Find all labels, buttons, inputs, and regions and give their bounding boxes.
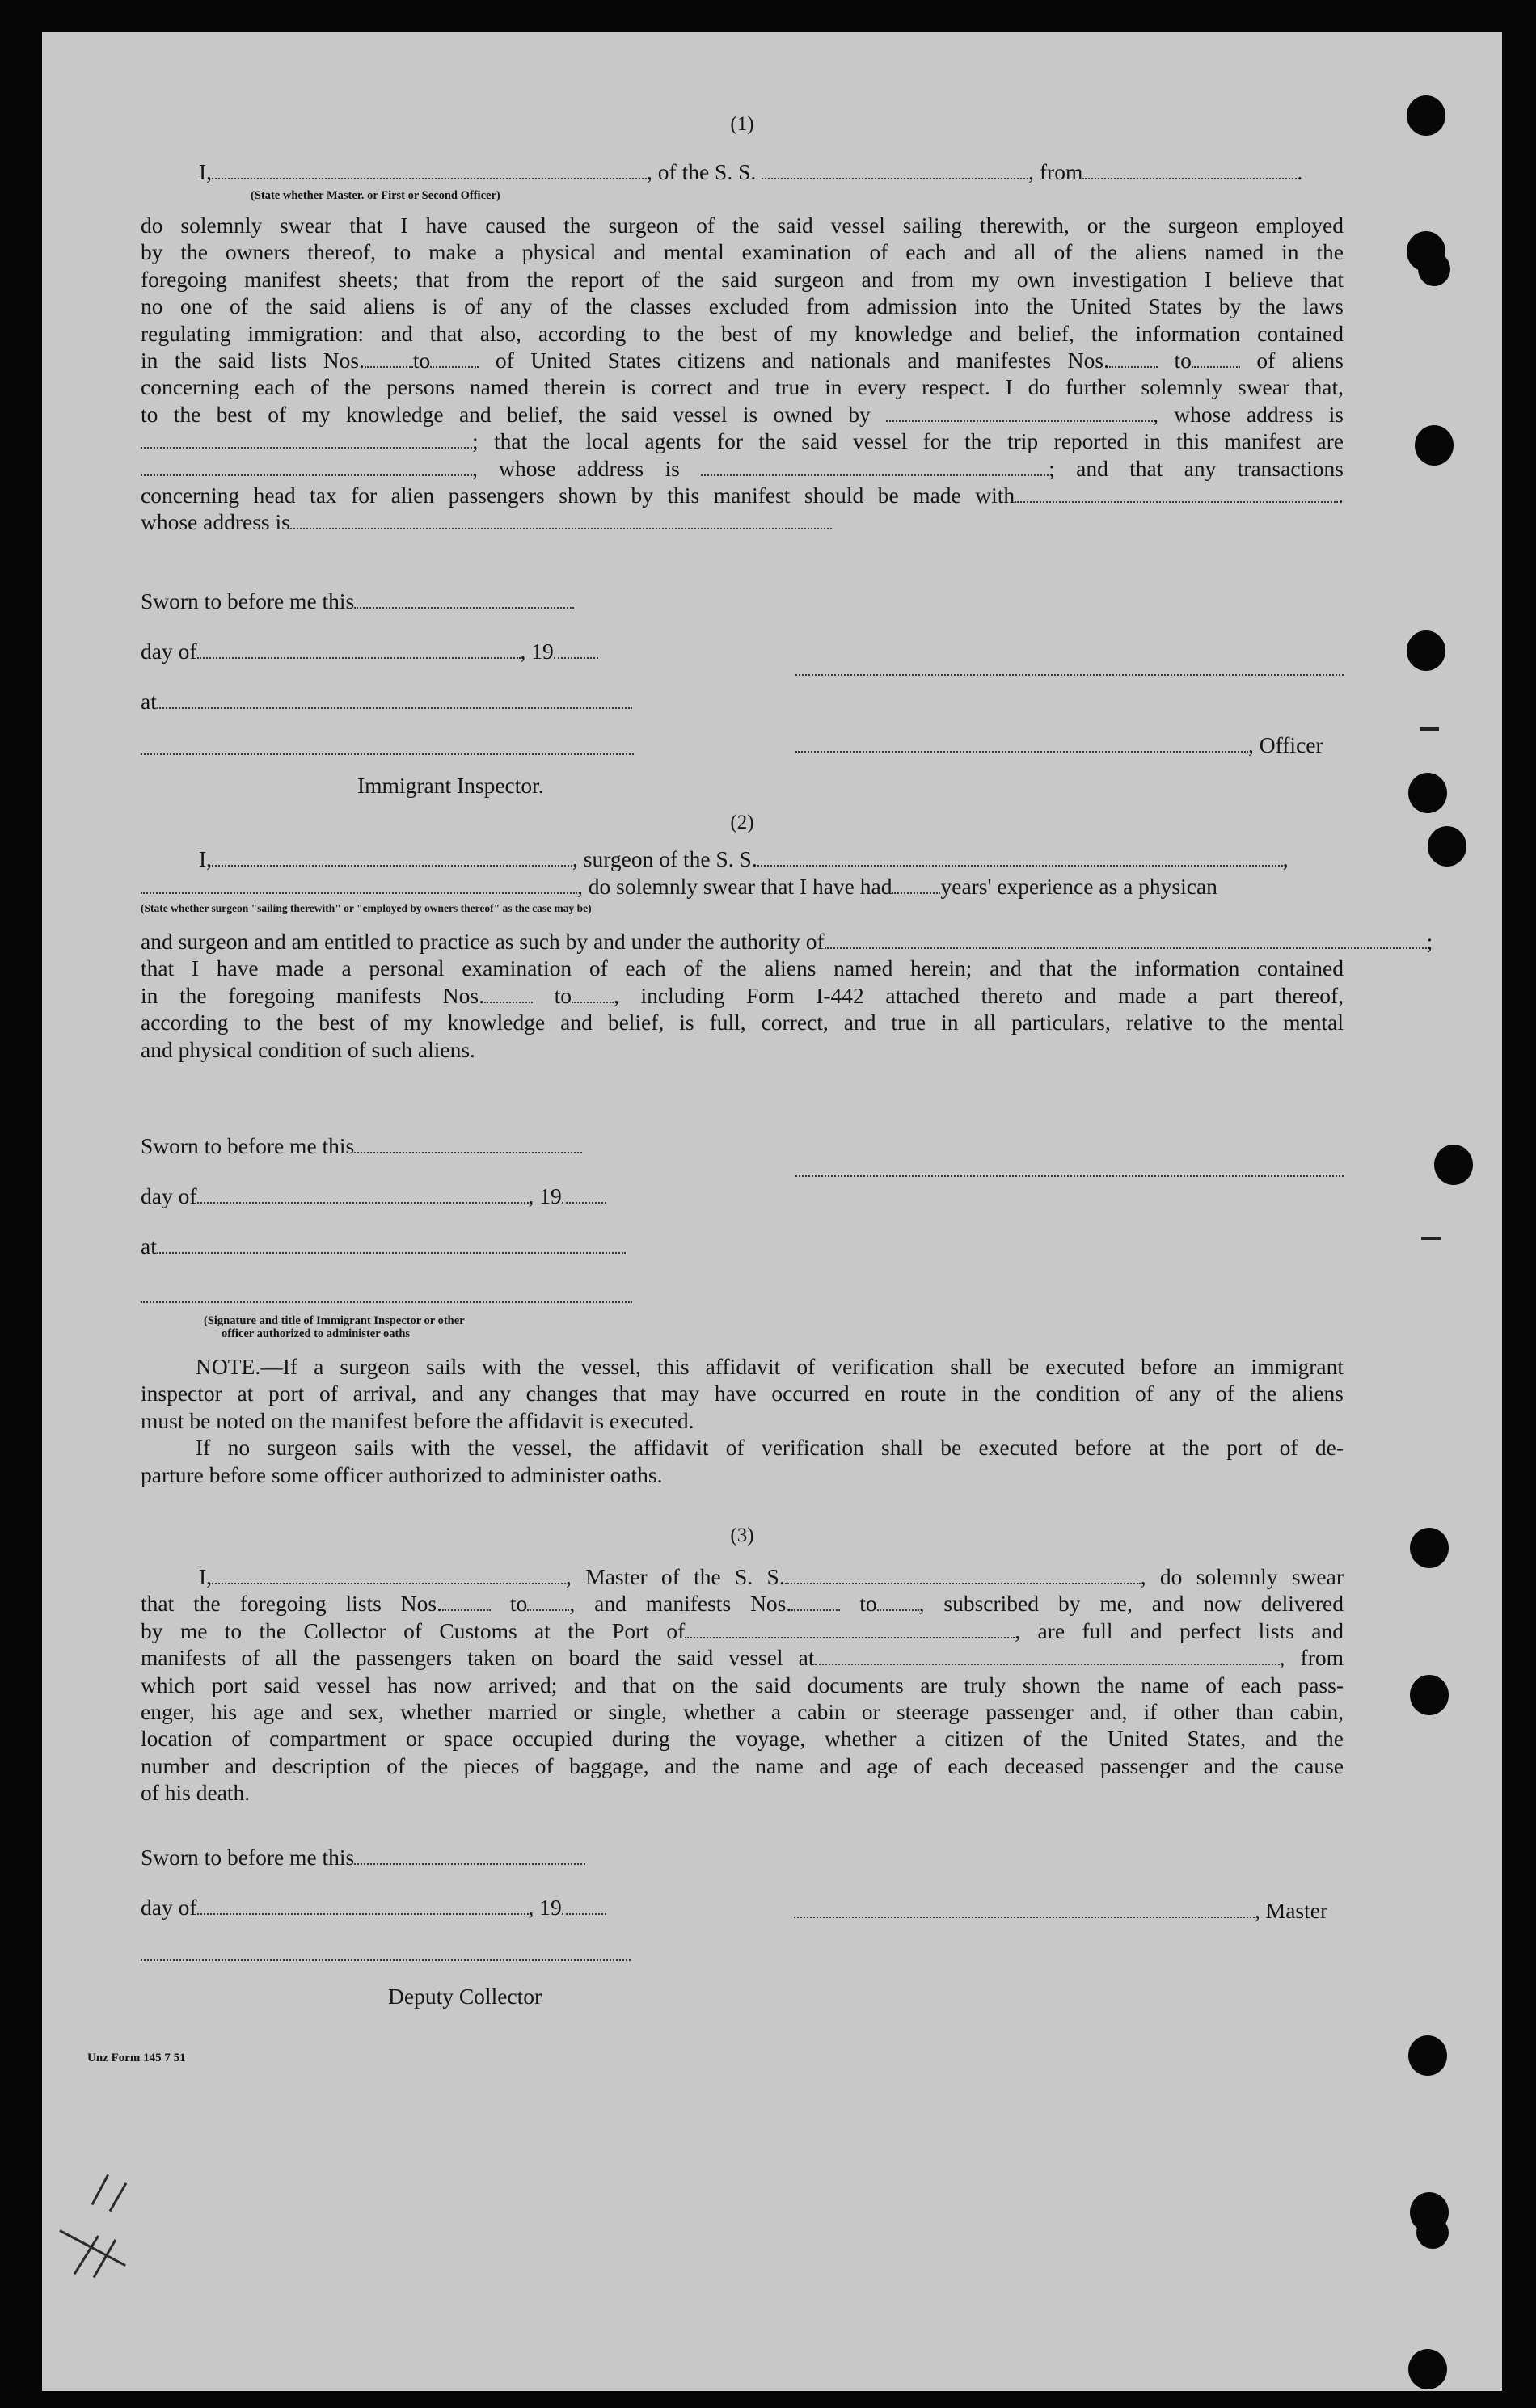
binder-hole-icon <box>1407 630 1445 671</box>
binder-hole-icon <box>1415 425 1454 466</box>
officer-signature: , Officer <box>795 732 1323 758</box>
body-line: by me to the Collector of Customs at the Port of , are full and perfect lists and <box>141 1617 1344 1643</box>
margin-tick <box>1421 1237 1441 1240</box>
binder-hole-icon <box>1410 1675 1449 1715</box>
month-field[interactable] <box>197 1184 529 1204</box>
form-page <box>42 32 1502 2391</box>
body-line: in the foregoing manifests Nos. to , including Form I-442 attached thereto and made a part thereof, <box>141 982 1344 1008</box>
body-line: whose address is <box>141 508 1344 535</box>
citizens-list-to-field[interactable] <box>430 348 479 368</box>
agents-address-field[interactable] <box>701 457 1049 476</box>
body-line: that the foregoing lists Nos. to , and manifests Nos. to , subscribed by me, and now delivered <box>141 1591 1344 1617</box>
margin-tick <box>1420 727 1439 731</box>
body-line: in the said lists Nos. to of United States citizens and nationals and manifestes Nos. to of aliens <box>141 347 1344 373</box>
head-tax-address-field[interactable] <box>290 510 832 529</box>
deputy-collector-label: Deputy Collector <box>388 1984 542 2009</box>
sworn-label: Sworn to before me this <box>141 1845 585 1870</box>
signature-note: (Signature and title of Immigrant Inspector or other <box>204 1314 465 1327</box>
surgeon-line-2: , do solemnly swear that I have had years' experience as a physican <box>141 873 1344 900</box>
note-line: must be noted on the manifest before the affidavit is executed. <box>141 1407 694 1433</box>
lists-to-field[interactable] <box>527 1592 569 1611</box>
year-field[interactable] <box>554 639 598 659</box>
surgeon-vessel-field[interactable] <box>757 847 1283 867</box>
sworn-date-field[interactable] <box>354 1134 582 1153</box>
body-line: and physical condition of such aliens. <box>141 1036 475 1062</box>
surgeon-note: (State whether surgeon "sailing therewith" or "employed by owners thereof" as the case may be) <box>141 902 592 914</box>
body-line: enger, his age and sex, whether married or single, whether a cabin or steerage passenger and, if other than cabin, <box>141 1698 1344 1724</box>
inspector-signature-line[interactable] <box>141 753 634 755</box>
body-line: do solemnly swear that I have caused the surgeon of the said vessel sailing therewith, or the surgeon employed <box>141 213 1344 238</box>
binder-hole-icon <box>1408 2035 1447 2076</box>
year-field[interactable] <box>562 1896 606 1915</box>
note-line: inspector at port of arrival, and any changes that may have occurred en route in the condition of any of the aliens <box>141 1381 1344 1406</box>
body-line: no one of the said aliens is of any of the classes excluded from admission into the United States by the laws <box>141 293 1344 319</box>
month-field[interactable] <box>197 1896 529 1915</box>
officer-line: I, , of the S. S. , from . <box>199 159 1303 184</box>
note-line: If no surgeon sails with the vessel, the affidavit of verification shall be executed before at the port of de- <box>196 1435 1344 1461</box>
officer-note: (State whether Master. or First or Second Officer) <box>251 189 500 202</box>
note-line: parture before some officer authorized to administer oaths. <box>141 1461 663 1487</box>
sworn-date-field[interactable] <box>354 1845 585 1865</box>
body-line: concerning each of the persons named therein is correct and true in every respect. I do further solemnly swear that, <box>141 374 1344 400</box>
aliens-list-to-field[interactable] <box>1192 348 1240 368</box>
master-name-field[interactable] <box>212 1565 566 1584</box>
officer-name-field[interactable] <box>212 160 647 179</box>
manifest-to-field[interactable] <box>572 984 614 1003</box>
officer-signature-field[interactable] <box>795 733 1248 753</box>
binder-hole-icon <box>1418 252 1450 286</box>
collector-signature-line[interactable] <box>141 1959 631 1961</box>
years-experience-field[interactable] <box>892 875 940 894</box>
surgeon-signature-line[interactable] <box>795 1175 1344 1177</box>
body-line: I, , Master of the S. S. , do solemnly swear <box>199 1564 1344 1589</box>
aliens-list-from-field[interactable] <box>1109 348 1158 368</box>
sworn-label: Sworn to before me this <box>141 588 574 614</box>
section-1 <box>141 113 1344 824</box>
head-tax-agent-field[interactable] <box>1015 483 1338 503</box>
manifest-from-field[interactable] <box>484 984 533 1003</box>
owner-address-field[interactable] <box>141 429 472 449</box>
place-field[interactable] <box>157 690 632 709</box>
section-number: (2) <box>730 812 754 833</box>
surgeon-status-field[interactable] <box>141 875 577 894</box>
body-line: which port said vessel has now arrived; and that on the said documents are truly shown the name of each pass- <box>141 1672 1344 1697</box>
dayof-label: day of , 19 <box>141 1895 606 1921</box>
body-line: foregoing manifest sheets; that from the report of the said surgeon and from my own investigation I believe that <box>141 266 1344 292</box>
form-id: Unz Form 145 7 51 <box>87 2052 186 2064</box>
body-line: to the best of my knowledge and belief, the said vessel is owned by , whose address is <box>141 401 1344 427</box>
body-line: according to the best of my knowledge and belief, is full, correct, and true in all particulars, relative to the mental <box>141 1010 1344 1035</box>
at-label: at <box>141 1234 626 1259</box>
surgeon-line: I, , surgeon of the S. S. , <box>199 846 1289 871</box>
section-2 <box>141 812 1433 1345</box>
dayof-label: day of , 19 <box>141 1183 606 1209</box>
from-port-field[interactable] <box>1082 160 1297 179</box>
year-field[interactable] <box>562 1184 606 1204</box>
body-line: regulating immigration: and that also, according to the best of my knowledge and belief, the information contained <box>141 320 1344 346</box>
sworn-date-field[interactable] <box>354 589 574 609</box>
inspector-label: Immigrant Inspector. <box>357 773 544 798</box>
master-vessel-field[interactable] <box>785 1565 1141 1584</box>
body-line: location of compartment or space occupied during the voyage, whether a citizen of the United States, and the <box>141 1726 1344 1752</box>
manifests-from-field[interactable] <box>791 1592 840 1611</box>
section-2-body <box>141 928 1433 1063</box>
section-3-body <box>141 1563 1344 1807</box>
body-line: , whose address is ; and that any transactions <box>141 455 1344 482</box>
body-line: ; that the local agents for the said vessel for the trip reported in this manifest are <box>141 428 1344 454</box>
port-field[interactable] <box>685 1619 1015 1638</box>
binder-hole-icon <box>1407 95 1445 136</box>
owner-field[interactable] <box>886 403 1153 422</box>
section-number: (3) <box>730 1525 754 1546</box>
body-line: number and description of the pieces of baggage, and the name and age of each deceased passenger and the cause <box>141 1752 1344 1778</box>
manifests-to-field[interactable] <box>877 1592 919 1611</box>
binder-hole-icon <box>1434 1145 1473 1185</box>
master-signature: , Master <box>794 1898 1327 1924</box>
binder-hole-icon <box>1428 826 1466 867</box>
note-block <box>141 1353 1344 1488</box>
official-signature-line[interactable] <box>141 1301 632 1303</box>
month-field[interactable] <box>197 639 521 659</box>
agents-field[interactable] <box>141 457 472 476</box>
sworn-label: Sworn to before me this <box>141 1133 582 1159</box>
binder-hole-icon <box>1410 1528 1449 1568</box>
body-line: of his death. <box>141 1780 251 1806</box>
body-line: concerning head tax for alien passengers shown by this manifest should be made with . <box>141 482 1344 508</box>
body-line: that I have made a personal examination of each of the aliens named herein; and that the information contained <box>141 955 1344 981</box>
binder-hole-icon <box>1408 773 1447 813</box>
binder-hole-icon <box>1408 2349 1447 2389</box>
master-signature-field[interactable] <box>794 1899 1255 1918</box>
officer-signature-line-upper[interactable] <box>795 674 1344 676</box>
vessel-name-field[interactable] <box>762 160 1028 179</box>
lists-from-field[interactable] <box>442 1592 491 1611</box>
section-3 <box>141 1525 1344 2042</box>
body-line: manifests of all the passengers taken on board the said vessel at , from <box>141 1645 1344 1671</box>
authority-field[interactable] <box>825 930 1427 949</box>
section-number: (1) <box>730 113 754 135</box>
surgeon-name-field[interactable] <box>212 847 572 867</box>
body-line: by the owners thereof, to make a physical and mental examination of each and all of the aliens named in the <box>141 239 1344 265</box>
citizens-list-from-field[interactable] <box>365 348 413 368</box>
section-1-body <box>141 212 1344 536</box>
signature-note: officer authorized to administer oaths <box>222 1327 411 1340</box>
embark-port-field[interactable] <box>815 1646 1280 1665</box>
place-field[interactable] <box>157 1234 626 1254</box>
note-line: NOTE.—If a surgeon sails with the vessel, this affidavit of verification shall be executed before an immigrant <box>196 1354 1344 1379</box>
body-line: and surgeon and am entitled to practice as such by and under the authority of ; <box>141 929 1433 954</box>
binder-hole-icon <box>1416 2216 1449 2249</box>
dayof-label: day of , 19 <box>141 639 598 664</box>
at-label: at <box>141 689 632 715</box>
